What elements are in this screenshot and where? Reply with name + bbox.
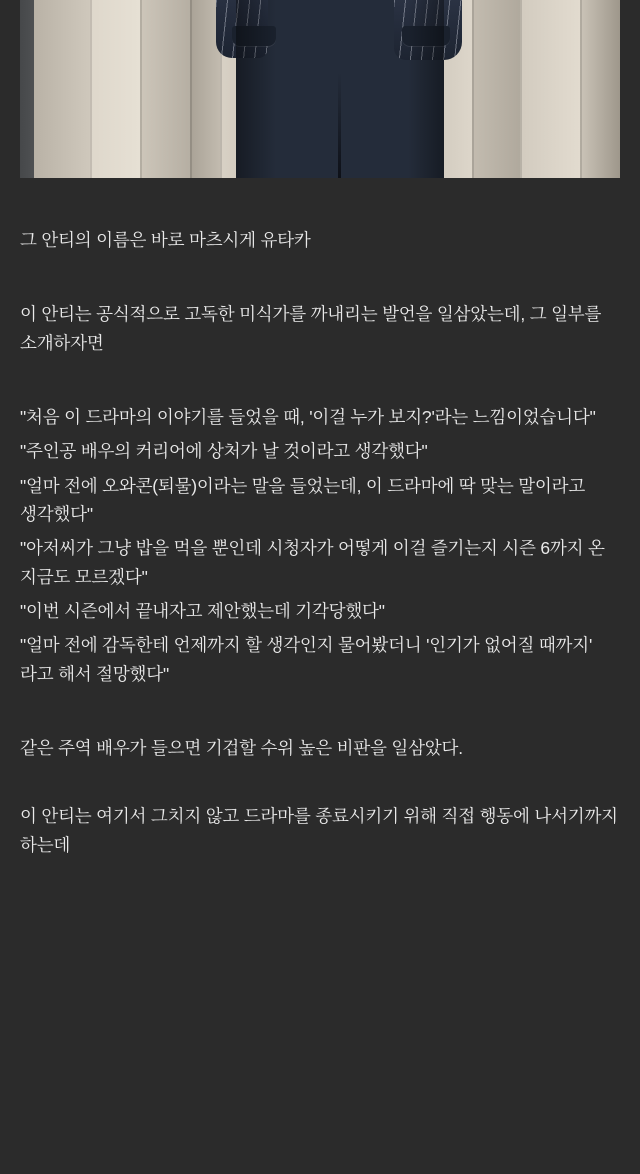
article-photo (20, 0, 620, 178)
quote-list (20, 403, 620, 688)
paragraph-lead: 이 안티는 공식적으로 고독한 미식가를 까내리는 발언을 일삼았는데, 그 일부를 소개하자면 (20, 304, 602, 353)
article-body (0, 178, 640, 859)
quote-item: "이번 시즌에서 끝내자고 제안했는데 기각당했다" (20, 601, 385, 622)
trouser-leg-split (338, 72, 341, 178)
paragraph-intro: 그 안티의 이름은 바로 마츠시게 유타카 (20, 230, 311, 250)
photo-shading-right (408, 0, 444, 178)
paragraph-summary: 같은 주역 배우가 들으면 기겁할 수위 높은 비판을 일삼았다. (20, 738, 463, 759)
quote-item: "주인공 배우의 커리어에 상처가 날 것이라고 생각했다" (20, 441, 428, 462)
photo-shading-left (236, 0, 276, 178)
quote-item: "처음 이 드라마의 이야기를 들었을 때, '이걸 누가 보지?'라는 느낌이었습니다" (20, 407, 596, 428)
photo-background (20, 0, 620, 178)
quote-item: "얼마 전에 감독한테 언제까지 할 생각인지 물어봤더니 '인기가 없어질 때까지' 라고 해서 절망했다" (20, 635, 593, 684)
quote-item: "아저씨가 그냥 밥을 먹을 뿐인데 시청자가 어떻게 이걸 즐기는지 시즌 6까지 온 지금도 모르겠다" (20, 538, 605, 587)
paragraph-closing: 이 안티는 여기서 그치지 않고 드라마를 종료시키기 위해 직접 행동에 나서기까지 하는데 (20, 806, 618, 855)
quote-item: "얼마 전에 오와콘(퇴물)이라는 말을 들었는데, 이 드라마에 딱 맞는 말이라고 생각했다" (20, 475, 586, 525)
